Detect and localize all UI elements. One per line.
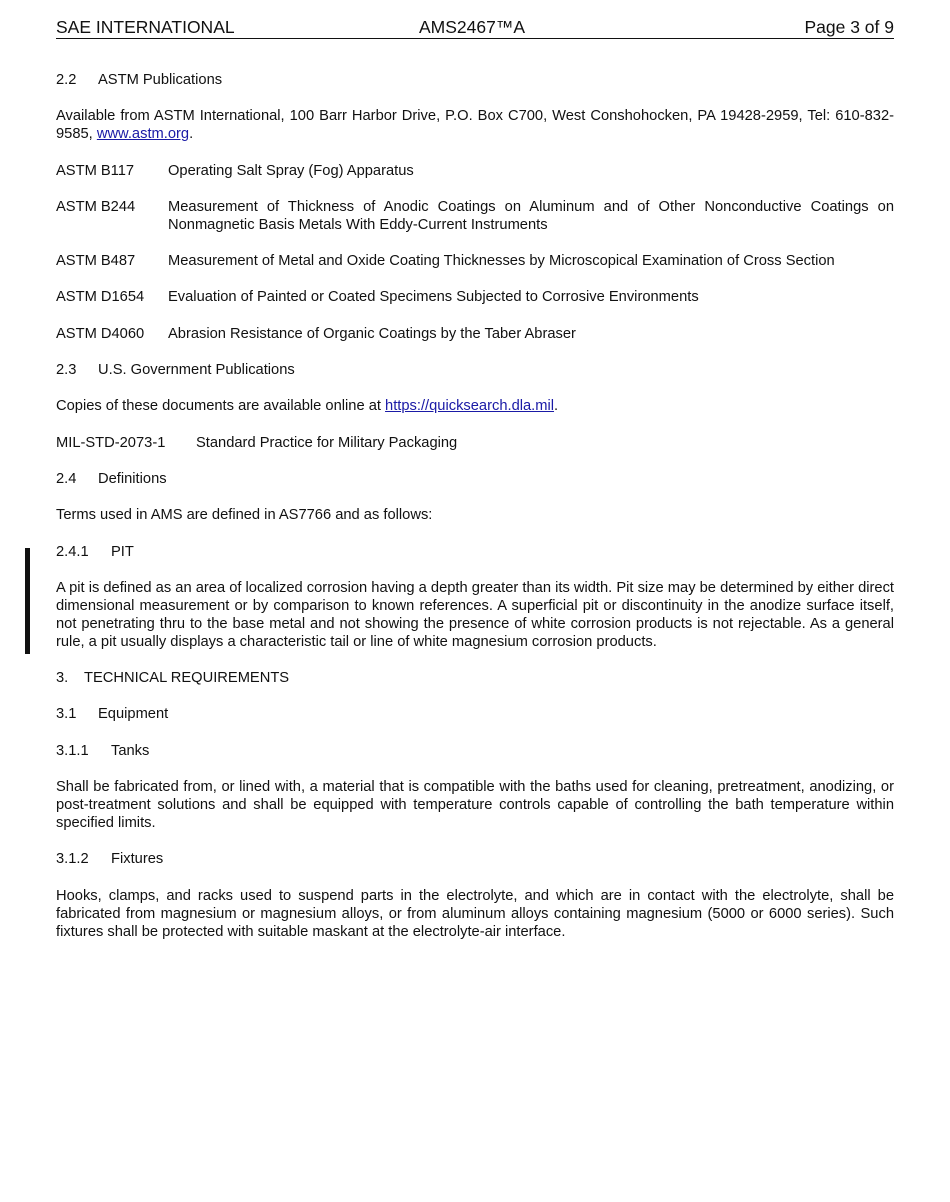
astm-availability-text: Available from ASTM International, 100 Barr Harbor Drive, P.O. Box C700, West Conshohocken, PA 19428-2959, Tel: 610-832-9585, [56, 108, 894, 143]
section-title: U.S. Government Publications [98, 362, 295, 379]
reference-astm-b487 [56, 252, 894, 270]
reference-astm-b244 [56, 198, 894, 234]
reference-code: ASTM D1654 [56, 289, 145, 306]
astm-availability-paragraph: Available from ASTM International, 100 Barr Harbor Drive, P.O. Box C700, West Conshohocken, PA 19428-2959, Tel: 610-832-9585, www.astm.org. [56, 108, 894, 143]
section-heading-2-4-1 [56, 543, 894, 561]
reference-code: ASTM D4060 [56, 325, 145, 342]
reference-mil-std-2073-1 [56, 434, 894, 452]
section-number: 3. [56, 670, 69, 687]
section-heading-3 [56, 669, 894, 687]
section-title: ASTM Publications [98, 72, 223, 88]
reference-astm-b117 [56, 162, 894, 180]
section-heading-3-1-2 [56, 850, 894, 868]
reference-code: ASTM B117 [56, 162, 135, 179]
reference-description: Operating Salt Spray (Fog) Apparatus [168, 162, 414, 179]
terms-paragraph: Terms used in AMS are defined in AS7766 and as follows: [56, 507, 433, 524]
section-title: PIT [111, 543, 134, 560]
section-number: 2.4.1 [56, 543, 89, 560]
gov-availability-paragraph: Copies of these documents are available online at https://quicksearch.dla.mil. [56, 398, 559, 415]
header-doc-number: AMS2467™A [419, 17, 526, 37]
reference-description: Measurement of Metal and Oxide Coating Thicknesses by Microscopical Examination of Cross Section [168, 253, 835, 270]
header-page-number: Page 3 of 9 [804, 17, 894, 37]
section-number: 3.1.2 [56, 851, 89, 868]
section-heading-2-4 [56, 470, 894, 488]
section-heading-2-2 [56, 71, 894, 89]
header-org: SAE INTERNATIONAL [56, 17, 235, 37]
reference-description: Abrasion Resistance of Organic Coatings by the Taber Abraser [168, 325, 576, 342]
section-title: Fixtures [111, 851, 164, 868]
page-header [56, 17, 894, 39]
astm-website-link[interactable]: www.astm.org [96, 126, 190, 143]
section-number: 2.4 [56, 470, 77, 487]
pit-definition-paragraph: A pit is defined as an area of localized corrosion having a depth greater than its width. Pit size may be determined by either direct dimensional measurement or by comparison to known references. A superficial pit or discontinuity in the anodize surface itself, not penetrating thru to the base metal and not showing the presence of white corrosion products is not rejectable. As a general rule, a pit usually displays a characteristic tail or line of white magnesium corrosion products. [56, 579, 894, 650]
section-heading-3-1 [56, 705, 894, 723]
reference-code: ASTM B487 [56, 253, 136, 270]
section-title: Equipment [98, 706, 169, 723]
tanks-paragraph: Shall be fabricated from, or lined with, a material that is compatible with the baths used for cleaning, pretreatment, anodizing, or post-treatment solutions and shall be equipped with temperature controls capable of controlling the bath temperature within specified limits. [56, 779, 894, 832]
section-number: 2.2 [56, 72, 77, 88]
reference-code: MIL-STD-2073-1 [56, 434, 166, 451]
section-heading-2-3 [56, 361, 894, 379]
reference-code: ASTM B244 [56, 198, 136, 215]
reference-astm-d1654 [56, 288, 894, 306]
reference-description: Standard Practice for Military Packaging [196, 434, 458, 451]
section-number: 2.3 [56, 362, 77, 379]
section-title: Definitions [98, 470, 167, 487]
reference-description: Evaluation of Painted or Coated Specimens Subjected to Corrosive Environments [168, 289, 699, 306]
section-number: 3.1 [56, 706, 77, 723]
section-title: TECHNICAL REQUIREMENTS [84, 670, 290, 687]
section-number: 3.1.1 [56, 742, 89, 759]
document-body [56, 71, 894, 959]
quicksearch-link[interactable]: https://quicksearch.dla.mil [385, 398, 555, 415]
reference-description: Measurement of Thickness of Anodic Coatings on Aluminum and of Other Nonconductive Coatings on Nonmagnetic Basis Metals With Eddy-Current Instruments [168, 198, 894, 233]
section-heading-3-1-1 [56, 742, 894, 760]
section-title: Tanks [111, 742, 150, 759]
gov-availability-text: Copies of these documents are available online at [56, 398, 386, 415]
fixtures-paragraph: Hooks, clamps, and racks used to suspend parts in the electrolyte, and which are in contact with the electrolyte, shall be fabricated from magnesium or magnesium alloys, or from aluminum alloys containing magnesium (5000 or 6000 series). Such fixtures shall be protected with suitable maskant at the electrolyte-air interface. [56, 887, 894, 940]
reference-astm-d4060 [56, 325, 894, 343]
revision-change-bar [25, 548, 30, 654]
